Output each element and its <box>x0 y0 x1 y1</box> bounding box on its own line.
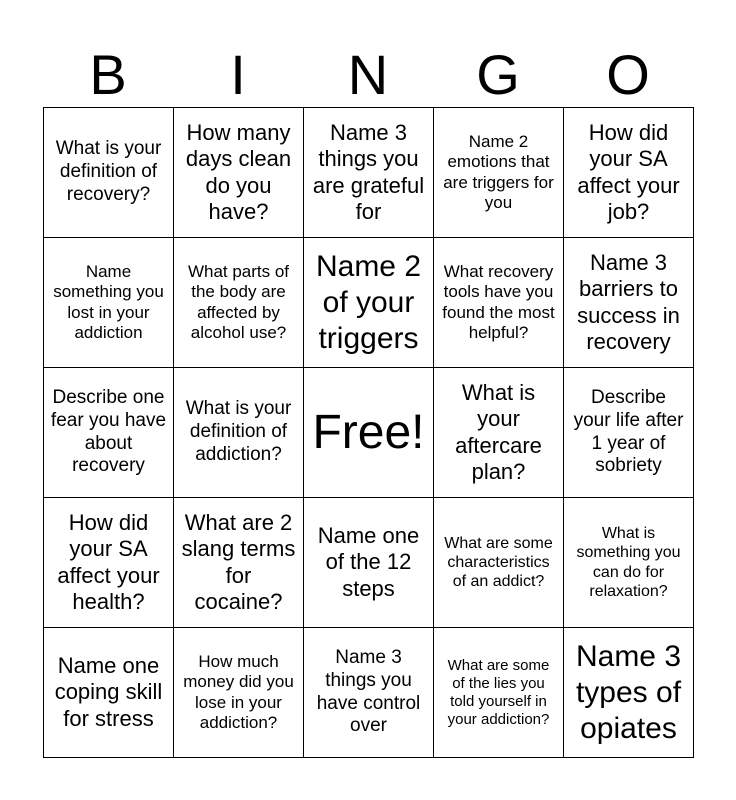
bingo-cell[interactable]: Name 3 things you have control over <box>304 628 434 758</box>
bingo-cell[interactable]: What is your definition of recovery? <box>44 108 174 238</box>
bingo-cell[interactable]: Name one of the 12 steps <box>304 498 434 628</box>
bingo-cell[interactable]: What are some of the lies you told yourself in your addiction? <box>434 628 564 758</box>
header-letter-i: I <box>230 43 246 106</box>
free-cell[interactable]: Free! <box>304 368 434 498</box>
bingo-cell[interactable]: What recovery tools have you found the most helpful? <box>434 238 564 368</box>
bingo-row <box>44 628 694 758</box>
bingo-cell[interactable]: Name 3 barriers to success in recovery <box>564 238 694 368</box>
bingo-cell[interactable]: Describe your life after 1 year of sobriety <box>564 368 694 498</box>
bingo-row <box>44 108 694 238</box>
bingo-cell[interactable]: What is something you can do for relaxation? <box>564 498 694 628</box>
bingo-cell[interactable]: Name 2 of your triggers <box>304 238 434 368</box>
header-letter-b: B <box>89 43 127 106</box>
bingo-cell[interactable]: Name one coping skill for stress <box>44 628 174 758</box>
bingo-cell[interactable]: How did your SA affect your job? <box>564 108 694 238</box>
bingo-cell[interactable]: Describe one fear you have about recovery <box>44 368 174 498</box>
bingo-row <box>44 368 694 498</box>
bingo-cell[interactable]: How many days clean do you have? <box>174 108 304 238</box>
bingo-cell[interactable]: What is your aftercare plan? <box>434 368 564 498</box>
header-letter-o: O <box>606 43 650 106</box>
bingo-cell[interactable]: How did your SA affect your health? <box>44 498 174 628</box>
bingo-card <box>43 107 694 758</box>
bingo-cell[interactable]: Name 3 things you are grateful for <box>304 108 434 238</box>
bingo-header <box>43 44 693 106</box>
bingo-cell[interactable]: How much money did you lose in your addiction? <box>174 628 304 758</box>
bingo-cell[interactable]: What parts of the body are affected by alcohol use? <box>174 238 304 368</box>
bingo-cell[interactable]: Name 2 emotions that are triggers for you <box>434 108 564 238</box>
header-letter-g: G <box>476 43 520 106</box>
bingo-cell[interactable]: What are 2 slang terms for cocaine? <box>174 498 304 628</box>
bingo-cell[interactable]: Name something you lost in your addiction <box>44 238 174 368</box>
header-letter-n: N <box>347 43 389 106</box>
bingo-row <box>44 238 694 368</box>
bingo-cell[interactable]: Name 3 types of opiates <box>564 628 694 758</box>
bingo-cell[interactable]: What is your definition of addiction? <box>174 368 304 498</box>
bingo-row <box>44 498 694 628</box>
bingo-cell[interactable]: What are some characteristics of an addict? <box>434 498 564 628</box>
